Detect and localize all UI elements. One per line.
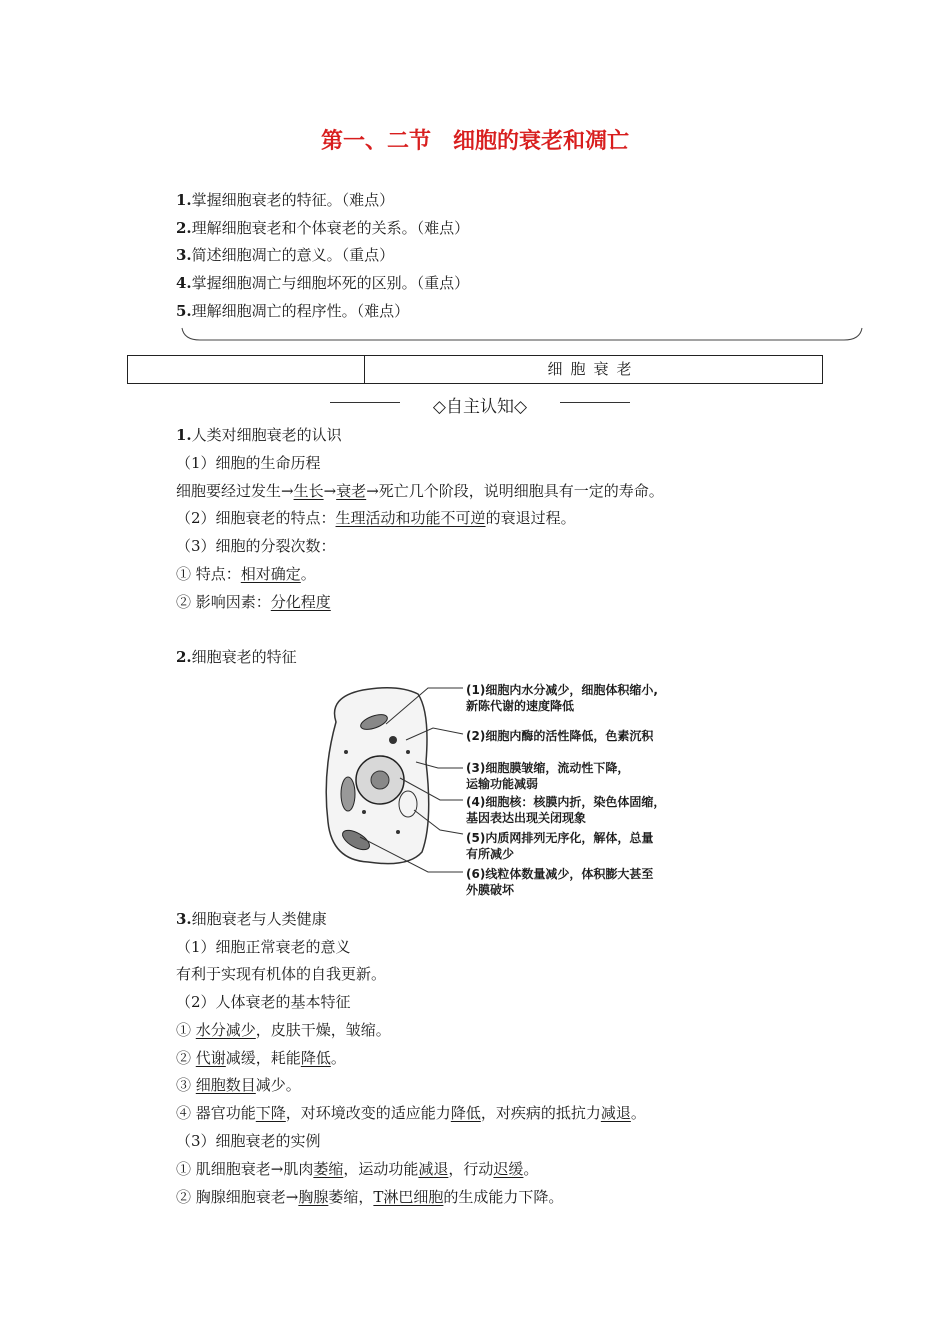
part1-sub1: （1）细胞的生命历程 [176,454,321,472]
brace-divider [180,326,864,346]
figure-label: (1)细胞内水分减少，细胞体积缩小, 新陈代谢的速度降低 [466,683,658,713]
objective-item: 2.理解细胞衰老和个体衰老的关系。（难点） [176,219,470,237]
aging-cell-figure [318,682,678,902]
part2-heading: 2.细胞衰老的特征 [176,648,297,666]
objective-item: 3.简述细胞凋亡的意义。（重点） [176,246,395,264]
figure-label: (3)细胞膜皱缩，流动性下降， 运输功能减弱 [466,761,630,791]
part3-item1: ① 水分减少，皮肤干燥，皱缩。 [176,1021,391,1039]
part1-sub2: （2）细胞衰老的特点：生理活动和功能不可逆的衰退过程。 [176,509,576,527]
self-study-banner [330,392,630,417]
objective-item: 5.理解细胞凋亡的程序性。（难点） [176,302,410,320]
page-title: 第一、二节 细胞的衰老和凋亡 [320,129,629,154]
part1-line1: 细胞要经过发生→生长→衰老→死亡几个阶段，说明细胞具有一定的寿命。 [176,482,664,500]
part3-sub2: （2）人体衰老的基本特征 [176,993,351,1011]
banner-text: ◇自主认知◇ [432,397,528,417]
figure-label: (6)线粒体数量减少，体积膨大甚至 外膜破坏 [466,867,654,897]
figure-label: (2)细胞内酶的活性降低，色素沉积 [466,729,654,743]
part1-item1: ① 特点：相对确定。 [176,565,316,583]
part3-sub1-text: 有利于实现有机体的自我更新。 [176,965,387,983]
section-header-label: 细胞衰老 [547,360,640,378]
part3-item2: ② 代谢减缓，耗能降低。 [176,1049,346,1067]
objective-item: 1.掌握细胞衰老的特征。（难点） [176,191,395,209]
objective-item: 4.掌握细胞凋亡与细胞坏死的区别。（重点） [176,274,470,292]
part3-example2: ② 胸腺细胞衰老→胸腺萎缩，T淋巴细胞的生成能力下降。 [176,1188,564,1206]
part1-item2: ② 影响因素：分化程度 [176,593,331,611]
part1-sub3: （3）细胞的分裂次数： [176,537,336,555]
part3-sub1: （1）细胞正常衰老的意义 [176,938,351,956]
part3-item4: ④ 器官功能下降，对环境改变的适应能力降低，对疾病的抵抗力减退。 [176,1104,646,1122]
part1-heading: 1.人类对细胞衰老的认识 [176,426,342,444]
figure-label: (4)细胞核：核膜内折，染色体固缩， 基因表达出现关闭现象 [466,795,666,825]
part3-item3: ③ 细胞数目减少。 [176,1076,301,1094]
figure-label: (5)内质网排列无序化，解体，总量 有所减少 [466,831,654,861]
part3-sub3: （3）细胞衰老的实例 [176,1132,321,1150]
part3-example1: ① 肌细胞衰老→肌肉萎缩，运动功能减退，行动迟缓。 [176,1160,539,1178]
section-header-box [127,355,823,384]
part3-heading: 3.细胞衰老与人类健康 [176,910,327,928]
